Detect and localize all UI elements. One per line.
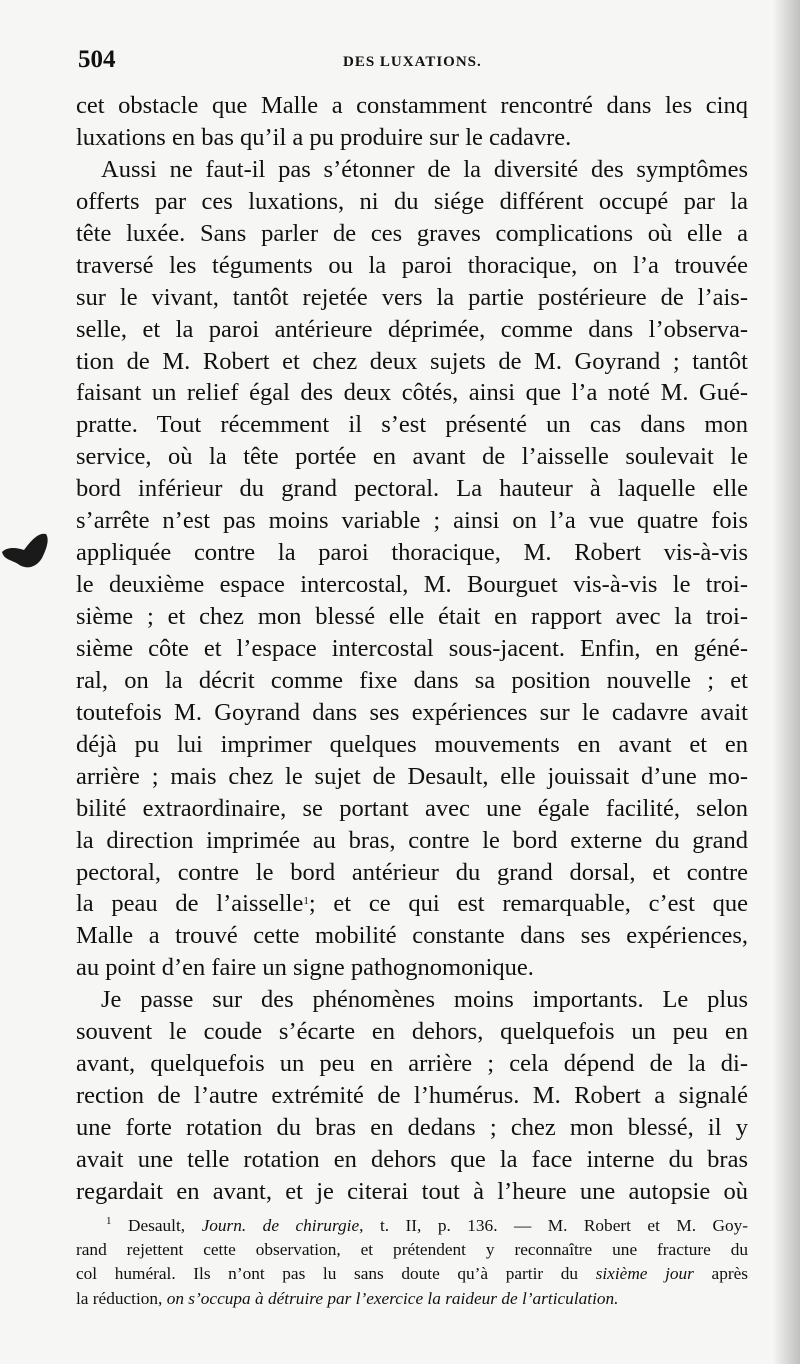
text-line: tête luxée. Sans parler de ces graves complications où elle a [76, 219, 748, 247]
footnote-text: , t. II, p. 136. — M. Robert et M. Goy- [359, 1216, 748, 1235]
paragraph-first-line: Je passe sur des phénomènes moins importants. Le plus [101, 986, 748, 1014]
text-line: au point d’en faire un signe pathognomonique. [76, 954, 534, 982]
text-line: une forte rotation du bras en dedans ; chez mon blessé, il y [76, 1114, 748, 1141]
text-line-with-footnote-ref [76, 888, 748, 920]
text-line: bilité extraordinaire, se portant avec une égale facilité, selon [76, 794, 748, 822]
footnote-line [76, 1214, 748, 1238]
text-line: arrière ; mais chez le sujet de Desault, elle jouissait d’une mo- [76, 762, 748, 790]
page-number: 504 [78, 46, 116, 73]
footnote [76, 1214, 748, 1311]
text-line: rection de l’autre extrémité de l’humérus. M. Robert a signalé [76, 1082, 748, 1110]
text-span: la peau de l’aisselle [76, 890, 304, 918]
text-line: avait une telle rotation en dehors que la face interne du bras [76, 1145, 748, 1173]
text-line: souvent le coude s’écarte en dehors, quelquefois un peu en [76, 1018, 748, 1046]
binding-shadow [772, 0, 800, 1364]
text-line: sième côte et l’espace intercostal sous-jacent. Enfin, en géné- [76, 634, 748, 662]
text-line: pectoral, contre le bord antérieur du grand dorsal, et contre [76, 858, 748, 886]
footnote-line: rand rejettent cette observation, et prétendent y reconnaître une fracture du [76, 1240, 748, 1260]
text-line: ral, on la décrit comme fixe dans sa position nouvelle ; et [76, 666, 748, 694]
footnote-text: après [693, 1264, 748, 1284]
footnote-line [76, 1287, 748, 1311]
emphasis: sixième jour [595, 1264, 694, 1284]
text-line: la direction imprimée au bras, contre le bord externe du grand [76, 826, 748, 854]
text-line: luxations en bas qu’il a pu produire sur le cadavre. [76, 123, 572, 151]
footnote-text: Desault, [127, 1216, 202, 1235]
text-line: faisant un relief égal des deux côtés, ainsi que l’a noté M. Gué- [76, 379, 748, 407]
running-title: DES LUXATIONS. [343, 54, 482, 70]
footnote-line [76, 1262, 748, 1286]
journal-title: Journ. de chirurgie [201, 1216, 360, 1235]
text-line: appliquée contre la paroi thoracique, M. Robert vis-à-vis [76, 539, 748, 567]
footnote-text: col huméral. Ils n’ont pas lu sans doute qu’à partir du [76, 1264, 596, 1284]
text-line: sième ; et chez mon blessé elle était en rapport avec la troi- [76, 603, 748, 630]
footnote-marker: 1 [106, 1215, 112, 1227]
text-line: traversé les téguments ou la paroi thoracique, on l’a trouvée [76, 251, 748, 279]
footnote-reference: 1 [303, 895, 309, 908]
body-text [76, 90, 748, 1208]
text-line: tion de M. Robert et chez deux sujets de M. Goyrand ; tantôt [76, 347, 748, 375]
text-line: selle, et la paroi antérieure déprimée, comme dans l’observa- [76, 315, 748, 343]
text-line: offerts par ces luxations, ni du siége différent occupé par la [76, 187, 748, 215]
text-line: déjà pu lui imprimer quelques mouvements en avant et en [76, 730, 748, 758]
text-line: s’arrête n’est pas moins variable ; ainsi on l’a vue quatre fois [76, 507, 748, 535]
emphasis: on s’occupa à détruire par l’exercice la raideur de l’articulation. [166, 1288, 619, 1308]
text-span: ; et ce qui est remarquable, c’est que [308, 890, 748, 918]
text-line: sur le vivant, tantôt rejetée vers la partie postérieure de l’ais- [76, 283, 748, 311]
ink-blot-mark [0, 530, 50, 572]
text-line: bord inférieur du grand pectoral. La hauteur à laquelle elle [76, 475, 748, 503]
text-line: toutefois M. Goyrand dans ses expériences sur le cadavre avait [76, 698, 748, 726]
running-header [78, 44, 748, 80]
text-line: regardait en avant, et je citerai tout à l’heure une autopsie où [76, 1177, 748, 1205]
text-line: pratte. Tout récemment il s’est présenté un cas dans mon [76, 411, 748, 439]
text-line: Malle a trouvé cette mobilité constante dans ses expériences, [76, 922, 748, 950]
text-line: service, où la tête portée en avant de l’aisselle soulevait le [76, 443, 748, 471]
text-line: cet obstacle que Malle a constamment rencontré dans les cinq [76, 92, 748, 119]
text-line: avant, quelquefois un peu en arrière ; cela dépend de la di- [76, 1050, 748, 1078]
text-line: le deuxième espace intercostal, M. Bourguet vis-à-vis le troi- [76, 571, 748, 599]
paragraph-first-line: Aussi ne faut-il pas s’étonner de la diversité des symptômes [101, 155, 748, 183]
footnote-text: la réduction, [76, 1288, 167, 1308]
